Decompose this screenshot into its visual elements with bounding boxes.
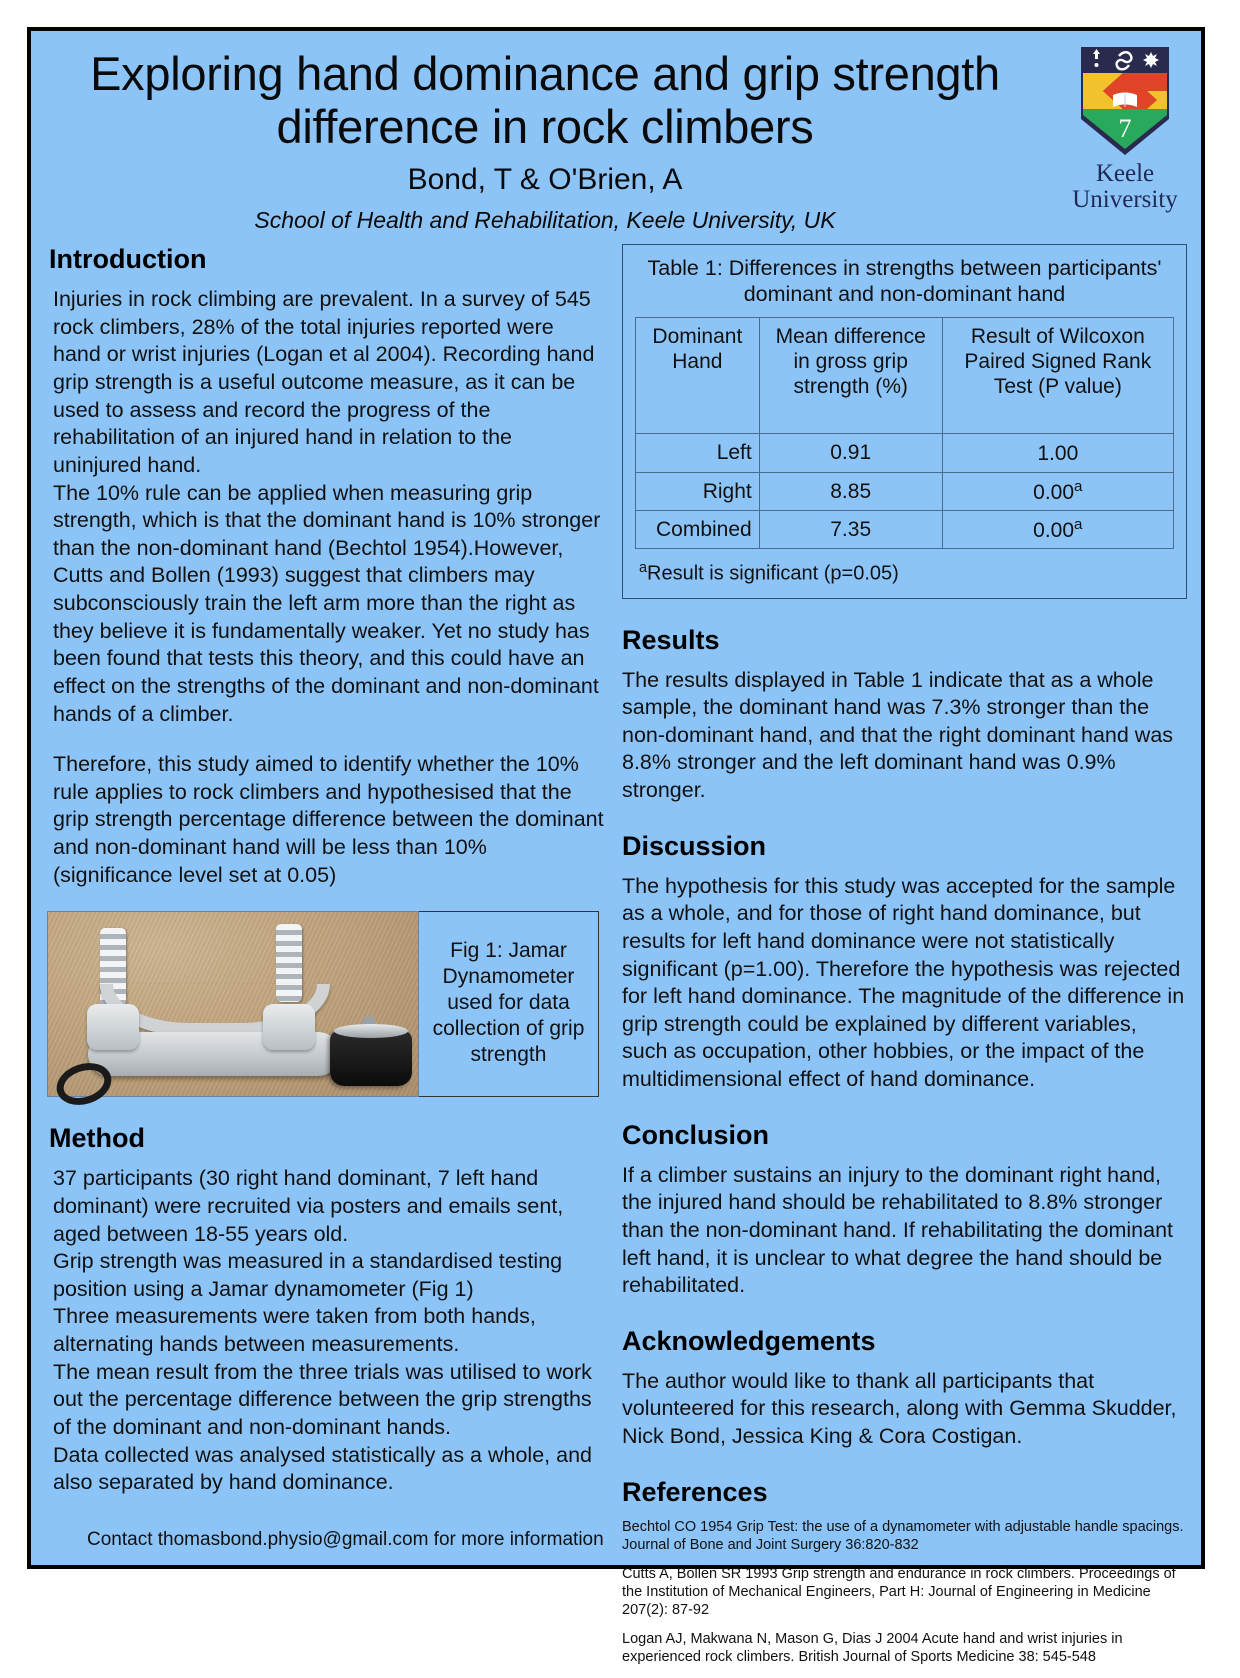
cell-mean-diff: 8.85 [759, 472, 942, 510]
section-heading-references: References [622, 1476, 768, 1507]
footnote-marker: a [639, 559, 648, 576]
results-table [635, 317, 1174, 549]
table-body [636, 434, 1174, 549]
author-list: Bond, T & O'Brien, A [407, 163, 683, 197]
cell-mean-diff: 7.35 [759, 510, 942, 548]
table-header-row [636, 317, 1174, 434]
left-column [45, 244, 604, 1677]
cell-p-value: 1.00 [942, 434, 1173, 472]
conclusion-paragraph-1: If a climber sustains an injury to the dominant right hand, the injured hand should be rehabilitated to 8.8% stronger than the non-dominant hand. If rehabilitating the dominant left hand, it is unclear to what degree the hand should be rehabilitated. [622, 1162, 1174, 1298]
results-paragraph-1: The results displayed in Table 1 indicate that as a whole sample, the dominant hand was 7.3% stronger than the non-dominant hand, and that the right dominant hand was 8.8% stronger and the left dominant hand was 0.9% stronger. [622, 667, 1174, 803]
section-heading-conclusion: Conclusion [622, 1119, 769, 1150]
section-heading-discussion: Discussion [622, 830, 767, 861]
figure-caption: Fig 1: Jamar Dynamometer used for data collection of grip strength [419, 911, 599, 1097]
reference-item: Logan AJ, Makwana N, Mason G, Dias J 2004 Acute hand and wrist injuries in experienced rock climbers. British Journal of Sports Medicine 38: 545-548 [622, 1630, 1123, 1665]
cell-p-value: 0.00$^a$ [942, 510, 1173, 548]
contact-line: Contact thomasbond.physio@gmail.com for more information [87, 1529, 604, 1550]
shield-numeral: 7 [1118, 114, 1132, 143]
reference-list [622, 1519, 1187, 1667]
cell-hand: Right [636, 472, 760, 510]
title-block [45, 47, 1045, 234]
reference-item: Cutts A, Bollen SR 1993 Grip strength and endurance in rock climbers. Proceedings of the Institution of Mechanical Engineers, Part H: Journal of Engineering in Medicine 207(2): 87-92 [622, 1565, 1176, 1618]
column-header-wilcoxon: Result of Wilcoxon Paired Signed Rank Test (P value) [942, 317, 1173, 434]
column-header-mean-difference: Mean difference in gross grip strength (%) [759, 317, 942, 434]
poster-canvas [27, 27, 1205, 1665]
table-caption: Table 1: Differences in strengths between participants' dominant and non-dominant hand [647, 256, 1162, 307]
poster-columns [31, 244, 1201, 1677]
section-heading-introduction: Introduction [49, 244, 207, 275]
acknowledgements-paragraph-1: The author would like to thank all participants that volunteered for this research, along with Gemma Skudder, Nick Bond, Jessica King & Cora Costigan. [622, 1368, 1177, 1449]
logo-text [1055, 161, 1195, 213]
poster-header [31, 31, 1201, 238]
affiliation: School of Health and Rehabilitation, Keele University, UK [254, 207, 836, 234]
table-row [636, 510, 1174, 548]
table-1-card [622, 244, 1187, 598]
cell-mean-diff: 0.91 [759, 434, 942, 472]
cell-p-value: 0.00$^a$ [942, 472, 1173, 510]
section-heading-method: Method [49, 1123, 145, 1154]
discussion-paragraph-1: The hypothesis for this study was accepted for the sample as a whole, and for those of right hand dominance, but results for left hand dominance were not statistically significant (p=1.00). Therefore the hypothesis was rejected for left hand dominance. The magnitude of the difference in grip strength could be explained by different variables, such as occupation, other hobbies, or the impact of the multidimensional effect of hand dominance. [622, 873, 1185, 1092]
page-title: Exploring hand dominance and grip strength difference in rock climbers [90, 47, 1000, 154]
right-column [622, 244, 1187, 1677]
logo-line-1: Keele [1095, 160, 1155, 187]
column-header-dominant-hand: Dominant Hand [636, 317, 760, 434]
significance-marker: a [1074, 477, 1083, 495]
table-row [636, 472, 1174, 510]
keele-university-logo [1055, 43, 1195, 213]
table-footnote [639, 560, 1174, 586]
cell-hand: Combined [636, 510, 760, 548]
shield-icon [1077, 43, 1173, 159]
table-head [636, 317, 1174, 434]
logo-line-2: University [1072, 185, 1178, 213]
footnote-text: Result is significant (p=0.05) [647, 562, 899, 585]
reference-item: Bechtol CO 1954 Grip Test: the use of a dynamometer with adjustable handle spacings. Journal of Bone and Joint Surgery 36:820-832 [622, 1518, 1184, 1553]
figure-1 [47, 911, 599, 1097]
section-heading-results: Results [622, 624, 720, 655]
introduction-paragraph-2: Therefore, this study aimed to identify whether the 10% rule applies to rock climbers and hypothesised that the grip strength percentage difference between the dominant and non-dominant hand will be less than 10% (significance level set at 0.05) [53, 752, 604, 887]
method-paragraph-1: 37 participants (30 right hand dominant, 7 left hand dominant) were recruited via posters and emails sent, aged between 18-55 years old. Grip strength was measured in a standardised testing position using a Jamar dynamometer (Fig 1) Three measurements were taken from both hands, alternating hands between measurements. The mean result from the three trials was utilised to work out the percentage difference between the grip strengths of the dominant and non-dominant hands. Data collected was analysed statistically as a whole, and also separated by hand dominance. [53, 1166, 592, 1495]
table-row [636, 434, 1174, 472]
cell-hand: Left [636, 434, 760, 472]
significance-marker: a [1074, 515, 1083, 533]
jamar-dynamometer-photo [47, 911, 419, 1097]
introduction-paragraph-1: Injuries in rock climbing are prevalent. In a survey of 545 rock climbers, 28% of the total injuries reported were hand or wrist injuries (Logan et al 2004). Recording hand grip strength is a useful outcome measure, as it can be used to assess and record the progress of the rehabilitation of an injured hand in relation to the uninjured hand. The 10% rule can be applied when measuring grip strength, which is that the dominant hand is 10% stronger than the non-dominant hand (Bechtol 1954).However, Cutts and Bollen (1993) suggest that climbers may subconsciously train the left arm more than the right as they believe it is fundamentally weaker. Yet no study has been found that tests this theory, and this could have an effect on the strengths of the dominant and non-dominant hands of a climber. [53, 287, 601, 726]
section-heading-acknowledgements: Acknowledgements [622, 1325, 876, 1356]
